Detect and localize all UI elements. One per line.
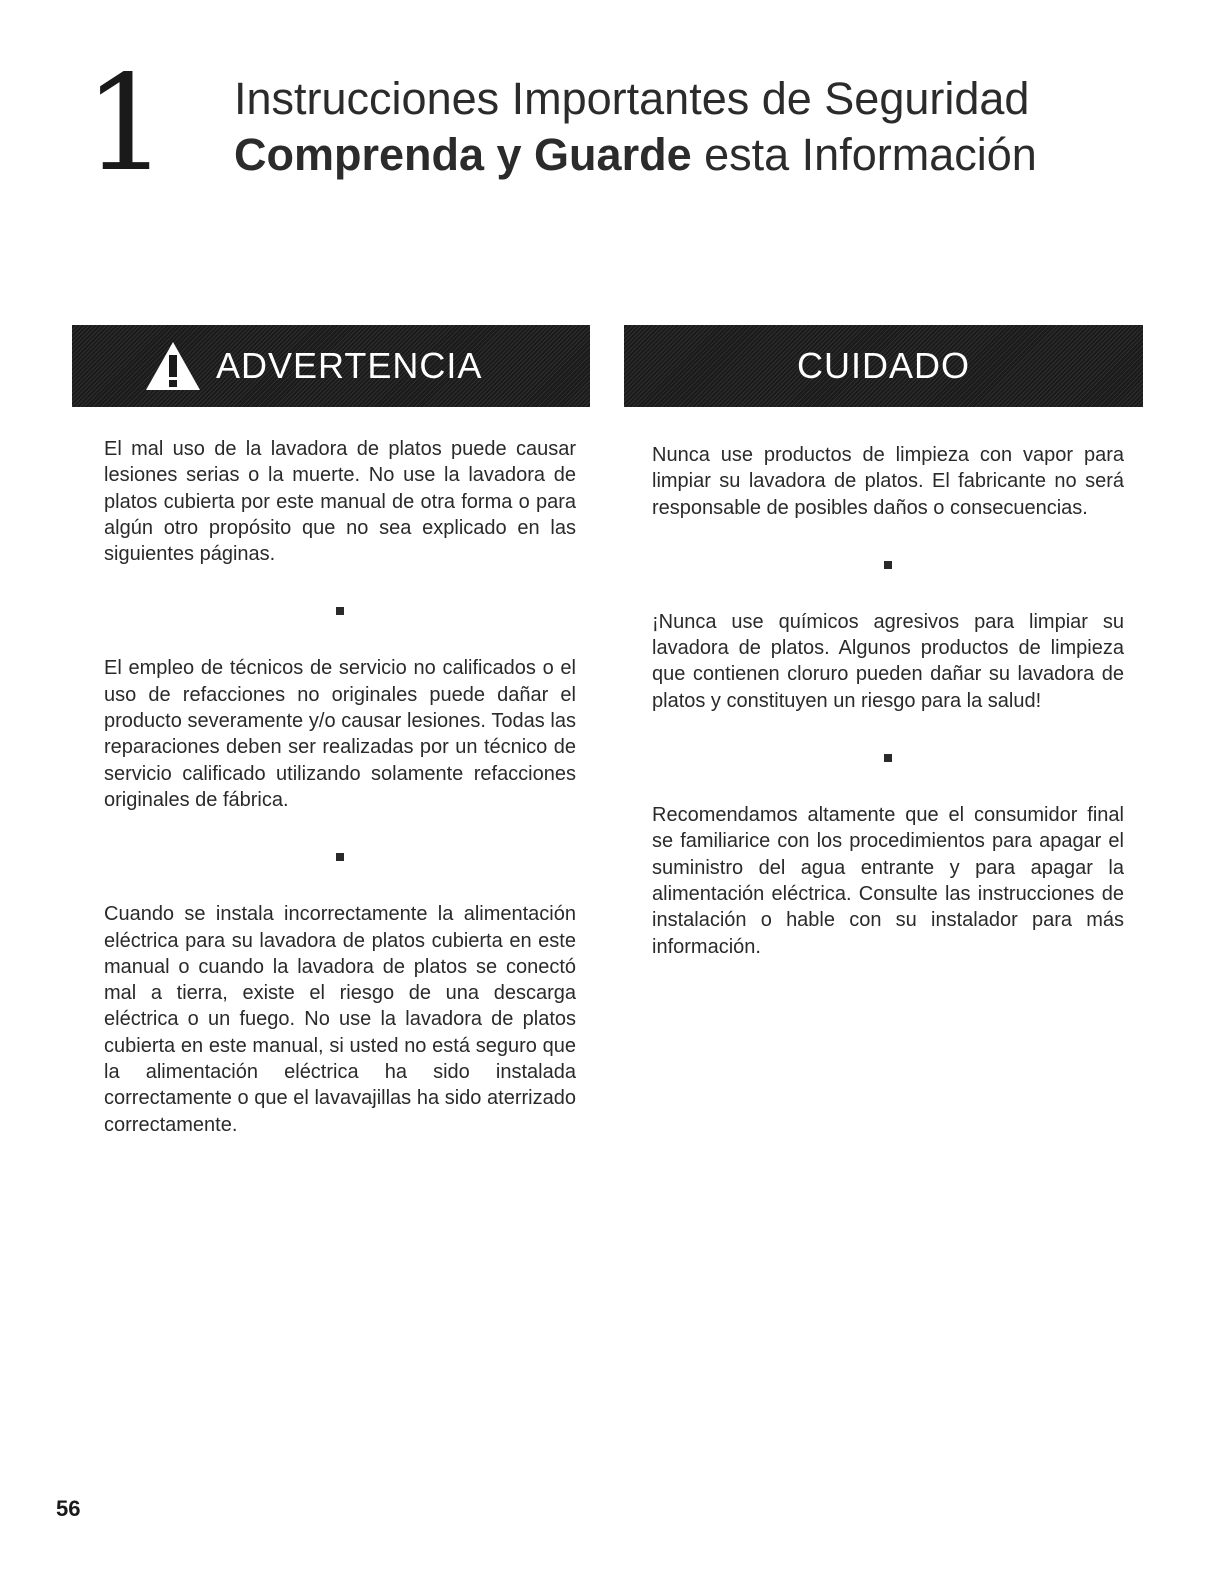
page-number: 56 [56, 1496, 81, 1521]
warning-paragraph-1: El mal uso de la lavadora de platos puede causar lesiones serias o la muerte. No use la lavadora de platos cubierta por este manual de otra forma o para algún otro propósito que no sea explicado en las siguientes páginas. [104, 438, 576, 566]
square-bullet-icon [884, 754, 892, 762]
square-bullet-icon [884, 561, 892, 569]
caution-paragraph-1: Nunca use productos de limpieza con vapor para limpiar su lavadora de platos. El fabricante no será responsable de posibles daños o consecuencias. [652, 444, 1124, 519]
caution-column [652, 442, 1124, 960]
separator [104, 567, 576, 655]
warning-paragraph-2: El empleo de técnicos de servicio no calificados o el uso de refacciones no originales puede dañar el producto severamente y/o causar lesiones. Todas las reparaciones deben ser realizadas por un técnico de servicio calificado utilizando solamente refacciones originales de fábrica. [104, 657, 576, 811]
title-line-2 [234, 128, 1164, 182]
warning-triangle-icon [144, 340, 202, 392]
caution-paragraph-2: ¡Nunca use químicos agresivos para limpiar su lavadora de platos. Algunos productos de limpieza que contienen cloruro pueden dañar su lavadora de platos y constituyen un riesgo para la salud! [652, 610, 1124, 712]
square-bullet-icon [336, 607, 344, 615]
square-bullet-icon [336, 853, 344, 861]
title-line-1: Instrucciones Importantes de Seguridad [234, 73, 1030, 124]
warning-column [104, 436, 576, 1138]
warning-banner-label: ADVERTENCIA [216, 345, 483, 386]
separator [104, 813, 576, 901]
caution-banner [624, 325, 1143, 407]
warning-banner [72, 325, 590, 407]
separator [652, 521, 1124, 609]
caution-banner-label: CUIDADO [796, 345, 970, 386]
title-line-2-rest: esta Información [691, 129, 1037, 180]
separator [652, 714, 1124, 802]
title-line-2-bold: Comprenda y Guarde [234, 129, 692, 180]
chapter-title [234, 72, 1164, 182]
chapter-number: 1 [84, 47, 168, 201]
caution-paragraph-3: Recomendamos altamente que el consumidor final se familiarice con los procedimientos para apagar el suministro del agua entrante y para apagar la alimentación eléctrica. Consulte las instrucciones de instalación o hable con su instalador para más información. [652, 804, 1124, 958]
warning-paragraph-3: Cuando se instala incorrectamente la alimentación eléctrica para su lavadora de platos cubierta en este manual o cuando la lavadora de platos se conectó mal a tierra, existe el riesgo de una descarga eléctrica o un fuego. No use la lavadora de platos cubierta en este manual, si usted no está seguro que la alimentación eléctrica ha sido instalada correctamente o que el lavavajillas ha sido aterrizado correctamente. [104, 903, 576, 1136]
